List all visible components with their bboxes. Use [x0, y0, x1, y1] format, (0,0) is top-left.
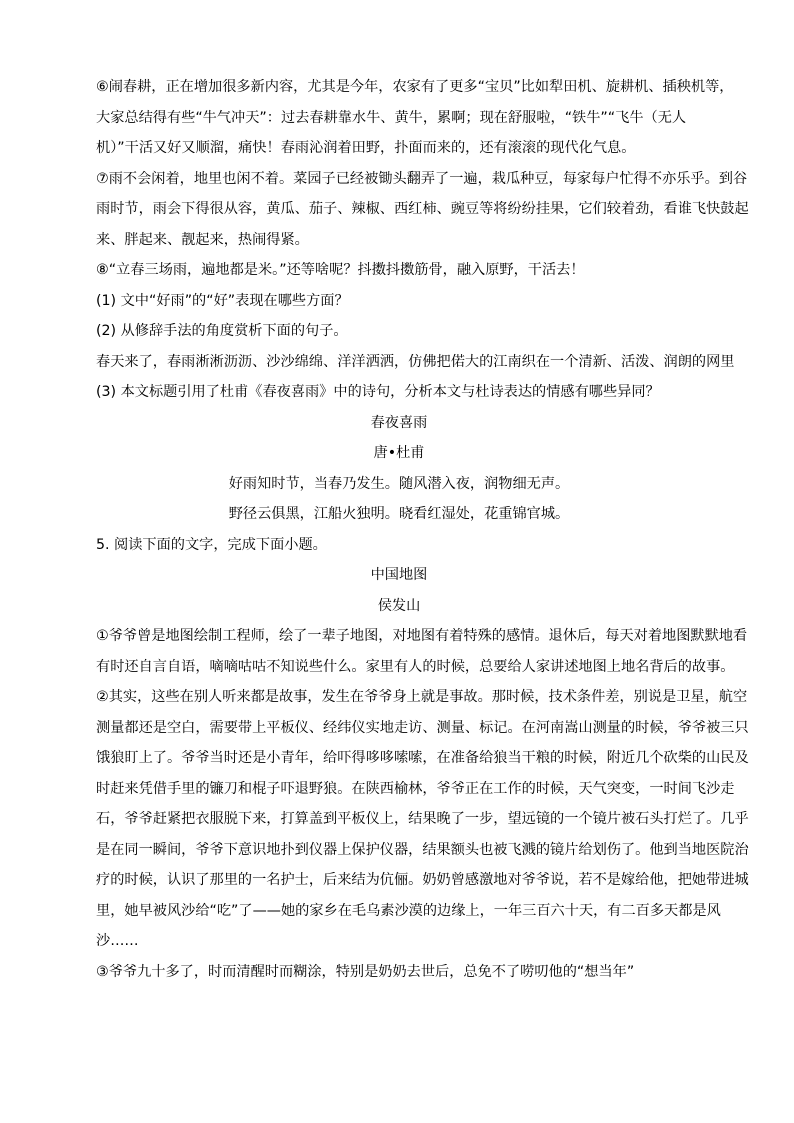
article-paragraph-2-line-4: 时赶来凭借手里的镰刀和棍子吓退野狼。在陕西榆林，爷爷正在工作的时候，天气突变，一时间飞沙走	[96, 780, 735, 797]
article-paragraph-2-line-6: 是在同一瞬间，爷爷下意识地扑到仪器上保护仪器，结果额头也被飞溅的镜片给划伤了。他到当地医院治	[96, 841, 749, 858]
article-author: 侯发山	[377, 597, 421, 614]
paragraph-6-line-3: 机）”干活又好又顺溜，痛快！春雨沁润着田野，扑面而来的，还有滚滚的现代化气息。	[96, 140, 636, 156]
article-title: 中国地图	[370, 567, 428, 583]
article-paragraph-1-line-1: ①爷爷曾是地图绘制工程师，绘了一辈子地图，对地图有着特殊的感情。退休后，每天对着地图默默地看	[96, 628, 748, 644]
poem-author: 唐•杜甫	[373, 445, 425, 461]
article-paragraph-2-line-9: 沙……	[96, 933, 139, 949]
poem-line-2: 野径云俱黑，江船火独明。晓看红湿处，花重锦官城。	[228, 506, 570, 522]
paragraph-6-line-1: ⑥闹春耕，正在增加很多新内容，尤其是今年，农家有了更多“宝贝”比如犁田机、旋耕机、插秧机等，	[96, 79, 734, 95]
paragraph-7-line-3: 来、胖起来、靓起来，热闹得紧。	[96, 231, 309, 248]
paragraph-7-line-1: ⑦雨不会闲着，地里也闲不着。菜园子已经被锄头翻弄了一遍，栽瓜种豆，每家每户忙得不亦乐乎。到谷	[96, 170, 748, 187]
question-2: (2) 从修辞手法的角度赏析下面的句子。	[96, 323, 348, 339]
poem-line-1: 好雨知时节，当春乃发生。随风潜入夜，润物细无声。	[228, 475, 570, 492]
article-paragraph-3: ③爷爷九十多了，时而清醒时而糊涂，特别是奶奶去世后，总免不了唠叨他的“想当年”	[96, 963, 635, 980]
paragraph-8: ⑧“立春三场雨，遍地都是米。”还等啥呢？抖擞抖擞筋骨，融入原野，干活去！	[96, 262, 585, 278]
question-3: (3) 本文标题引用了杜甫《春夜喜雨》中的诗句，分析本文与杜诗表达的情感有哪些异同？	[96, 384, 660, 400]
article-paragraph-2-line-3: 饿狼盯上了。爷爷当时还是小青年，给吓得哆哆嗦嗦，在准备给狼当干粮的时候，附近几个砍柴的山民及	[96, 750, 749, 766]
article-paragraph-2-line-8: 里，她早被风沙给“吃”了——她的家乡在毛乌素沙漠的边缘上，一年三百六十天，有二百多天都是风	[96, 902, 721, 919]
paragraph-7-line-2: 雨时节，雨会下得很从容，黄瓜、茄子、辣椒、西红柿、豌豆等将纷纷挂果，它们较着劲，看谁飞快鼓起	[96, 201, 749, 217]
task-5-instruction: 5. 阅读下面的文字，完成下面小题。	[96, 536, 327, 553]
question-2-sentence: 春天来了，春雨淅淅沥沥、沙沙绵绵、洋洋洒洒，仿佛把偌大的江南织在一个清新、活泼、润朗的网里	[96, 353, 735, 370]
article-paragraph-2-line-2: 测量都还是空白，需要带上平板仪、经纬仪实地走访、测量、标记。在河南嵩山测量的时候，爷爷被三只	[96, 719, 749, 736]
article-paragraph-2-line-5: 石，爷爷赶紧把衣服脱下来，打算盖到平板仪上，结果晚了一步，望远镜的一个镜片被石头打烂了。几乎	[96, 811, 749, 827]
poem-title: 春夜喜雨	[370, 414, 428, 431]
paragraph-6-line-2: 大家总结得有些“牛气冲天”：过去春耕靠水牛、黄牛，累啊；现在舒服啦，“铁牛”“飞牛（无人	[96, 109, 687, 126]
article-paragraph-2-line-1: ②其实，这些在别人听来都是故事，发生在爷爷身上就是事故。那时候，技术条件差，别说是卫星，航空	[96, 689, 748, 705]
document-content	[96, 72, 749, 987]
question-1: (1) 文中“好雨”的“好”表现在哪些方面？	[96, 292, 349, 309]
article-paragraph-1-line-2: 有时还自言自语，嘀嘀咕咕不知说些什么。家里有人的时候，总要给人家讲述地图上地名背后的故事。	[96, 658, 735, 675]
article-paragraph-2-line-7: 疗的时候，认识了那里的一名护士，后来结为伉俪。奶奶曾感激地对爷爷说，若不是嫁给他，把她带进城	[96, 872, 749, 888]
